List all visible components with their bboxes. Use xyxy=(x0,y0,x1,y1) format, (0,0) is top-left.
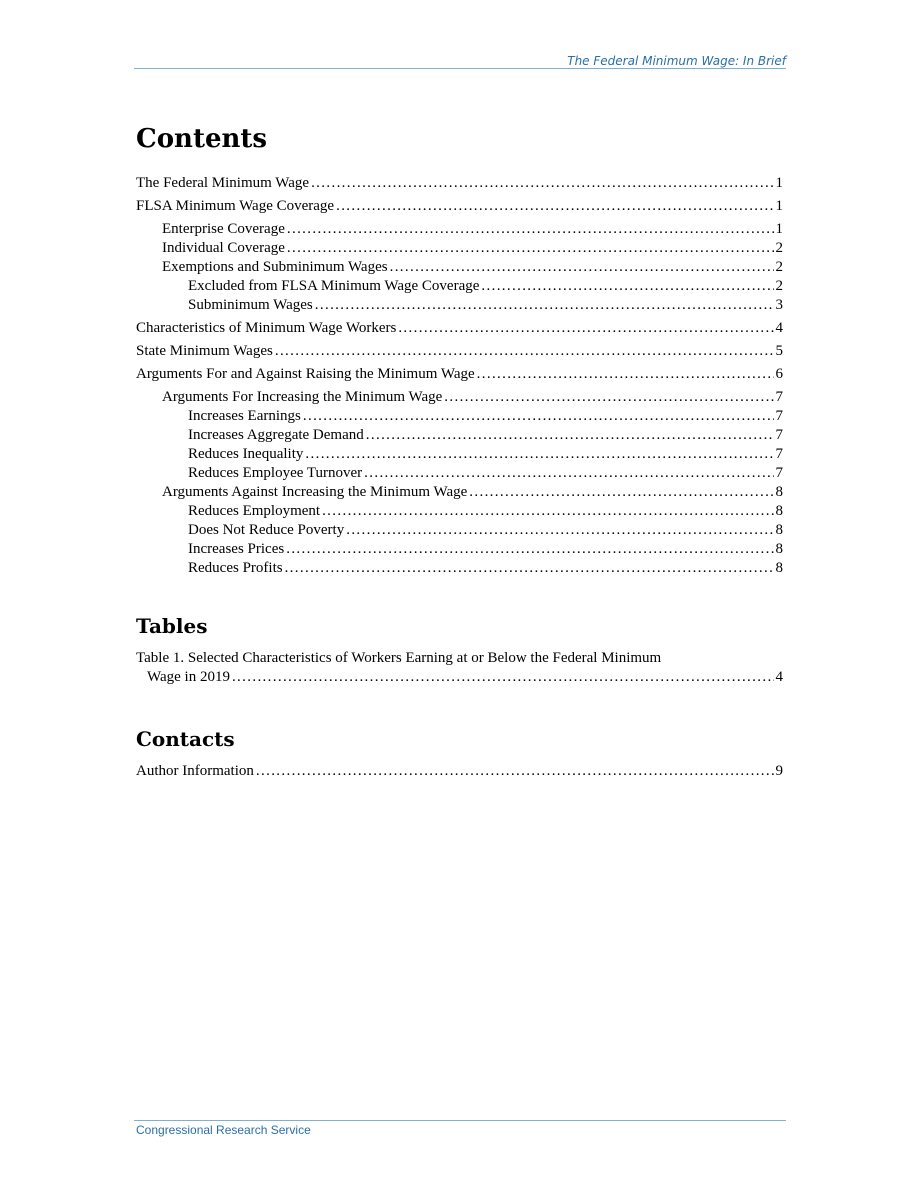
toc-entry-employee-turnover[interactable] xyxy=(136,464,783,483)
toc-entry-title: FLSA Minimum Wage Coverage xyxy=(136,198,335,214)
contents-heading: Contents xyxy=(136,124,268,154)
toc-entry-subminimum-wages[interactable] xyxy=(136,296,783,315)
toc-entry-page: 8 xyxy=(775,560,783,576)
leader-dots xyxy=(256,762,774,781)
header-rule xyxy=(134,68,786,69)
leader-dots xyxy=(305,445,773,464)
toc-entry-excluded[interactable] xyxy=(136,277,783,296)
toc-entry-page: 2 xyxy=(775,240,783,256)
toc-entry-reduces-employment[interactable] xyxy=(136,502,783,521)
toc-entry-page: 7 xyxy=(775,408,783,424)
leader-dots xyxy=(336,197,773,216)
leader-dots xyxy=(286,540,773,559)
toc-entry-title: The Federal Minimum Wage xyxy=(136,175,310,191)
toc-entry-title: Arguments For Increasing the Minimum Wage xyxy=(162,389,443,405)
toc-entry-enterprise-coverage[interactable] xyxy=(136,220,783,239)
toc-entry-page: 7 xyxy=(775,389,783,405)
toc-entry-title: Enterprise Coverage xyxy=(162,221,285,237)
toc-entry-title: State Minimum Wages xyxy=(136,343,273,359)
toc-entry-title: Arguments Against Increasing the Minimum Wage xyxy=(162,484,468,500)
leader-dots xyxy=(315,296,774,315)
toc-entry-poverty[interactable] xyxy=(136,521,783,540)
leader-dots xyxy=(398,319,773,338)
toc-entry-title: Does Not Reduce Poverty xyxy=(188,522,345,538)
toc-entry-title: Author Information xyxy=(136,763,254,779)
contents-list xyxy=(136,174,783,578)
toc-entry-title: Table 1. Selected Characteristics of Workers Earning at or Below the Federal Minimum xyxy=(136,650,662,666)
toc-entry-title: Reduces Inequality xyxy=(188,446,304,462)
leader-dots xyxy=(275,342,774,361)
toc-entry-federal-minimum-wage[interactable] xyxy=(136,174,783,193)
toc-entry-page: 8 xyxy=(775,484,783,500)
toc-entry-page: 8 xyxy=(775,541,783,557)
toc-entry-page: 8 xyxy=(775,522,783,538)
toc-entry-title: Increases Earnings xyxy=(188,408,301,424)
toc-entry-title-continued: Wage in 2019 xyxy=(147,669,230,685)
toc-entry-page: 7 xyxy=(775,446,783,462)
toc-entry-characteristics[interactable] xyxy=(136,319,783,338)
footer-rule xyxy=(134,1120,786,1121)
leader-dots xyxy=(232,668,774,687)
contacts-list xyxy=(136,762,783,781)
toc-entry-page: 2 xyxy=(775,259,783,275)
toc-entry-page: 7 xyxy=(775,465,783,481)
leader-dots xyxy=(390,258,774,277)
toc-entry-arguments-against[interactable] xyxy=(136,483,783,502)
toc-entry-continuation xyxy=(136,668,783,687)
toc-entry-page: 1 xyxy=(775,175,783,191)
toc-entry-title: Reduces Employment xyxy=(188,503,321,519)
leader-dots xyxy=(311,174,773,193)
leader-dots xyxy=(366,426,774,445)
leader-dots xyxy=(481,277,773,296)
toc-entry-arguments-for[interactable] xyxy=(136,388,783,407)
toc-entry-page: 1 xyxy=(775,198,783,214)
toc-entry-page: 5 xyxy=(775,343,783,359)
toc-entry-page: 4 xyxy=(775,320,783,336)
leader-dots xyxy=(364,464,773,483)
toc-entry-individual-coverage[interactable] xyxy=(136,239,783,258)
toc-entry-author-information[interactable] xyxy=(136,762,783,781)
toc-entry-table-1[interactable] xyxy=(136,649,783,687)
toc-entry-page: 3 xyxy=(775,297,783,313)
leader-dots xyxy=(346,521,773,540)
toc-entry-page: 2 xyxy=(775,278,783,294)
toc-entry-page: 6 xyxy=(775,366,783,382)
toc-entry-title: Arguments For and Against Raising the Minimum Wage xyxy=(136,366,475,382)
toc-entry-page: 7 xyxy=(775,427,783,443)
toc-entry-title: Increases Aggregate Demand xyxy=(188,427,364,443)
leader-dots xyxy=(285,559,774,578)
toc-entry-reduces-profits[interactable] xyxy=(136,559,783,578)
toc-entry-title: Excluded from FLSA Minimum Wage Coverage xyxy=(188,278,480,294)
leader-dots xyxy=(287,239,774,258)
toc-entry-title: Reduces Profits xyxy=(188,560,283,576)
toc-entry-increases-earnings[interactable] xyxy=(136,407,783,426)
toc-entry-page: 4 xyxy=(775,669,783,685)
toc-entry-title: Individual Coverage xyxy=(162,240,285,256)
leader-dots xyxy=(444,388,773,407)
toc-entry-title: Subminimum Wages xyxy=(188,297,313,313)
toc-entry-title: Characteristics of Minimum Wage Workers xyxy=(136,320,397,336)
running-header: The Federal Minimum Wage: In Brief xyxy=(567,54,786,68)
toc-entry-flsa-coverage[interactable] xyxy=(136,197,783,216)
leader-dots xyxy=(469,483,773,502)
toc-entry-exemptions[interactable] xyxy=(136,258,783,277)
leader-dots xyxy=(303,407,774,426)
leader-dots xyxy=(477,365,774,384)
toc-entry-increases-prices[interactable] xyxy=(136,540,783,559)
toc-entry-reduces-inequality[interactable] xyxy=(136,445,783,464)
toc-entry-state-minimum-wages[interactable] xyxy=(136,342,783,361)
toc-entry-page: 9 xyxy=(775,763,783,779)
running-footer: Congressional Research Service xyxy=(136,1123,311,1137)
contacts-heading: Contacts xyxy=(136,727,235,751)
tables-heading: Tables xyxy=(136,614,208,638)
toc-entry-aggregate-demand[interactable] xyxy=(136,426,783,445)
toc-entry-page: 1 xyxy=(775,221,783,237)
toc-entry-arguments[interactable] xyxy=(136,365,783,384)
leader-dots xyxy=(287,220,774,239)
leader-dots xyxy=(322,502,773,521)
toc-entry-page: 8 xyxy=(775,503,783,519)
toc-entry-title: Increases Prices xyxy=(188,541,285,557)
toc-entry-title: Exemptions and Subminimum Wages xyxy=(162,259,388,275)
toc-entry-title: Reduces Employee Turnover xyxy=(188,465,363,481)
